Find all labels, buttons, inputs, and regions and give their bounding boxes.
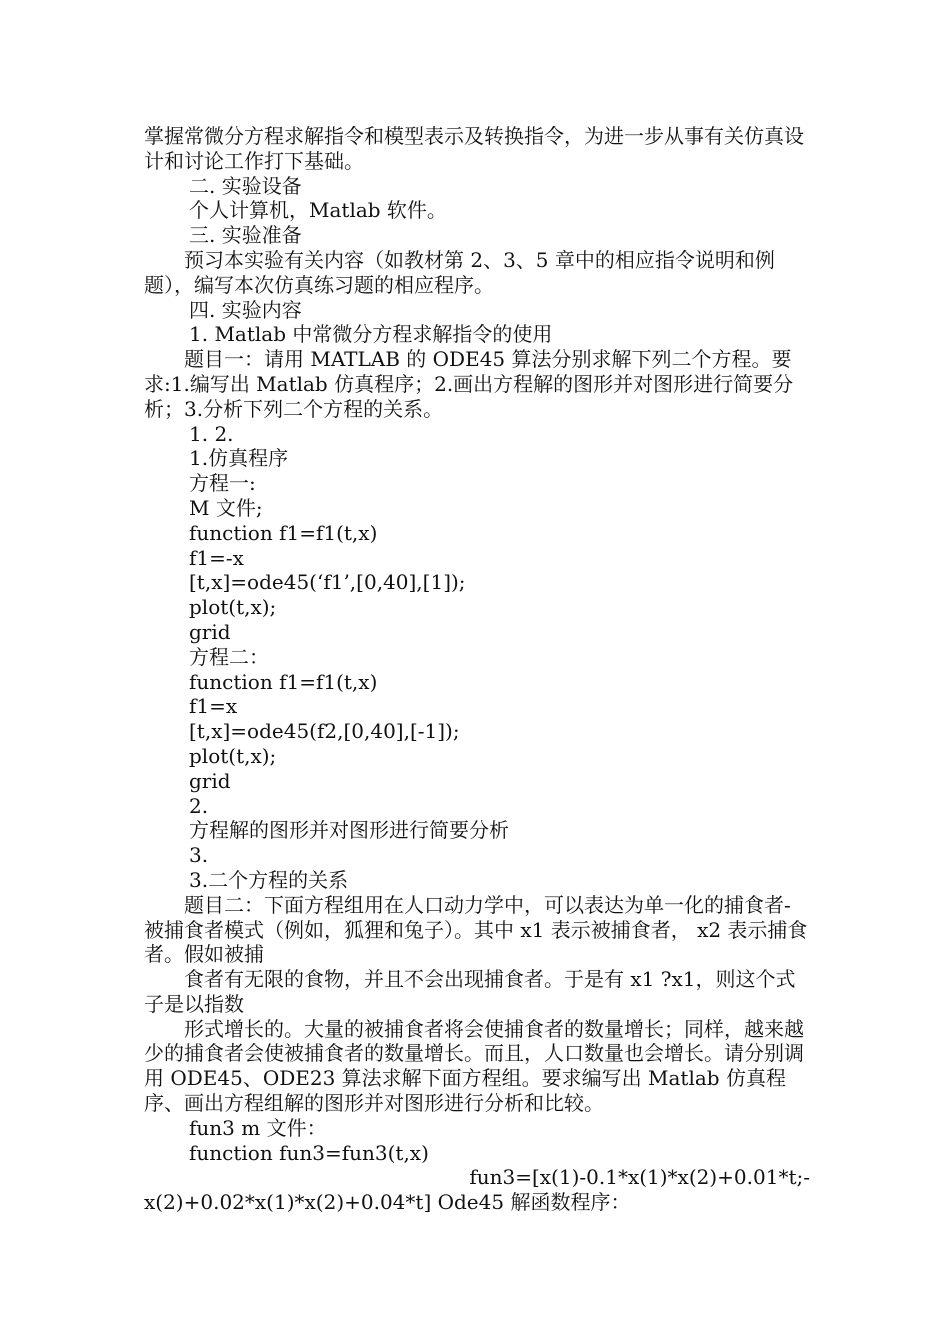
equation-2-heading: 方程二： — [189, 644, 269, 669]
equation-1-mfile: M 文件; — [189, 495, 263, 520]
item-3-number: 3. — [189, 843, 209, 868]
section-3-body: 预习本实验有关内容（如教材第 2、3、5 章中的相应指令说明和例题），编写本次仿真练习题的相应程序。 — [144, 247, 775, 297]
analysis-heading: 方程解的图形并对图形进行简要分析 — [189, 818, 509, 843]
question-1-paragraph: 题目一：请用 MATLAB 的 ODE45 算法分别求解下列二个方程。要求:1.编写出 Matlab 仿真程序；2.画出方程解的图形并对图形进行简要分析；3.分析下列二个方程的关系。 — [144, 347, 794, 421]
question-2-paragraph-a: 题目二：下面方程组用在人口动力学中，可以表达为单一化的捕食者-被捕食者模式（例如，狐狸和兔子）。其中 x1 表示被捕食者， x2 表示捕食者。假如被捕 — [144, 892, 808, 967]
equation-list-numbers: 1. 2. — [189, 421, 234, 446]
equation-2-code-function: function f1=f1(t,x) — [189, 669, 378, 694]
fun3-code-function: function fun3=fun3(t,x) — [189, 1140, 429, 1165]
equation-1-heading: 方程一: — [189, 471, 256, 496]
equation-1-code-definition: f1=-x — [189, 545, 244, 570]
equation-1-code-grid: grid — [189, 619, 231, 644]
item-2-number: 2. — [189, 793, 209, 818]
section-3-heading: 三. 实验准备 — [189, 223, 302, 248]
question-2-paragraph-b: 食者有无限的食物，并且不会出现捕食者。于是有 x1 ?x1，则这个式子是以指数 — [144, 967, 796, 1016]
equation-2-code-plot: plot(t,x); — [189, 743, 277, 768]
document-body — [144, 124, 810, 1215]
equation-2-code-ode45: [t,x]=ode45(f2,[0,40],[-1]); — [189, 719, 460, 744]
program-heading: 1.仿真程序 — [189, 446, 289, 471]
relation-heading: 3.二个方程的关系 — [189, 867, 349, 892]
equation-2-code-grid: grid — [189, 768, 231, 793]
fun3-code-definition-line-2: x(2)+0.02*x(1)*x(2)+0.04*t] Ode45 解函数程序： — [144, 1190, 631, 1215]
equation-1-code-function: function f1=f1(t,x) — [189, 520, 378, 545]
section-4-heading: 四. 实验内容 — [189, 297, 302, 322]
question-2-paragraph-c: 形式增长的。大量的被捕食者将会使捕食者的数量增长；同样，越来越少的捕食者会使被捕食者的数量增长。而且，人口数量也会增长。请分别调用 ODE45、ODE23 算法求解下面方程组。要求编写出 Matlab 仿真程序、画出方程组解的图形并对图形进行分析和比较。 — [144, 1016, 804, 1116]
section-2-body: 个人计算机，Matlab 软件。 — [189, 198, 447, 223]
fun3-mfile-label: fun3 m 文件： — [189, 1115, 327, 1140]
equation-1-code-ode45: [t,x]=ode45(‘f1’,[0,40],[1]); — [189, 570, 466, 595]
subsection-1-heading: 1. Matlab 中常微分方程求解指令的使用 — [189, 322, 553, 347]
fun3-code-definition-line-1: fun3=[x(1)-0.1*x(1)*x(2)+0.01*t;- — [469, 1165, 810, 1190]
equation-1-code-plot: plot(t,x); — [189, 595, 277, 620]
section-2-heading: 二. 实验设备 — [189, 173, 302, 198]
intro-paragraph: 掌握常微分方程求解指令和模型表示及转换指令，为进一步从事有关仿真设计和讨论工作打下基础。 — [144, 124, 804, 173]
equation-2-code-definition: f1=x — [189, 694, 238, 719]
